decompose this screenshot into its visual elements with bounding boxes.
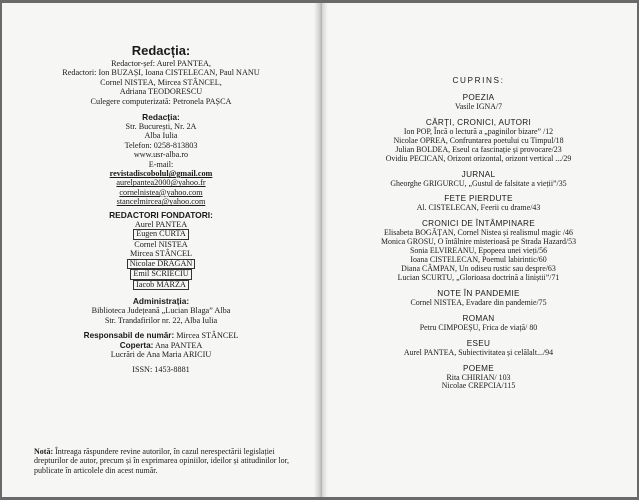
legal-note: Notă: Întreaga răspundere revine autorilor, în cazul nerespectării legislației drepturilor de autor, precum și în exprimarea opiniilor, ideilor și atitudinilor lor, publicate în articolele din acest număr. bbox=[34, 447, 289, 475]
right-page-contents bbox=[320, 3, 637, 497]
address-title: Redacția: bbox=[142, 112, 180, 123]
founder-name: Emil SCRIECIU bbox=[2, 269, 320, 280]
toc-entry: Diana CÂMPAN, Un odiseu rustic sau despre/63 bbox=[401, 263, 556, 273]
toc-entry: Nicolae OPREA, Confruntarea poetului cu Timpul/18 bbox=[393, 135, 564, 145]
toc-entry: Gheorghe GRIGURCU, „Gustul de falsitate a vieții”/35 bbox=[390, 178, 567, 188]
masthead-title: Redacția: bbox=[131, 43, 191, 58]
editorial-staff bbox=[2, 59, 320, 106]
toc-section bbox=[320, 93, 637, 112]
email-address: stancelmircea@yahoo.com bbox=[116, 197, 206, 207]
toc-section bbox=[320, 194, 637, 213]
website-line: www.usr-alba.ro bbox=[133, 150, 189, 160]
toc-section-heading: ROMAN bbox=[462, 313, 495, 323]
toc-entry: Sonia ELVIREANU, Epopeea unei vieți/56 bbox=[409, 246, 548, 256]
toc-entry: Lucian SCURTU, „Glorioasa doctrină a liniștii”/71 bbox=[397, 272, 560, 282]
toc-entry: Petru CIMPOEȘU, Frica de viață/ 80 bbox=[419, 322, 538, 332]
works-line: Lucrări de Ana Maria ARICIU bbox=[110, 349, 212, 359]
editor-line: Culegere computerizată: Petronela PAȘCA bbox=[90, 96, 232, 106]
founder-name: Cornel NISTEA bbox=[134, 239, 188, 249]
toc-entry: Julian BOLDEA, Eseul ca fascinație și provocare/23 bbox=[395, 144, 562, 154]
address-line: Alba Iulia bbox=[144, 131, 178, 141]
toc-section bbox=[320, 170, 637, 189]
address-block bbox=[2, 122, 320, 207]
editor-line: Adriana TEODORESCU bbox=[119, 87, 203, 97]
founders-title: REDACTORI FONDATORI: bbox=[109, 209, 213, 220]
toc-section-heading: CĂRȚI, CRONICI, AUTORI bbox=[425, 117, 532, 127]
founder-name: Mircea STÂNCEL bbox=[129, 249, 193, 259]
cover-line: Coperta: Ana PANTEA bbox=[119, 340, 203, 350]
editor-line: Redactori: Ion BUZAȘI, Ioana CISTELECAN, Paul NANU bbox=[62, 68, 260, 78]
contents-title: CUPRINS: bbox=[452, 76, 505, 85]
editor-line: Cornel NISTEA, Mircea STÂNCEL, bbox=[100, 77, 222, 87]
left-page-masthead bbox=[2, 3, 320, 497]
toc-entry: Monica GROSU, O întâlnire misterioasă pe Strada Hazard/53 bbox=[380, 237, 577, 247]
email-primary: revistadiscobolul@gmail.com bbox=[109, 169, 213, 179]
scanned-spread bbox=[2, 3, 637, 497]
toc-section bbox=[320, 118, 637, 164]
toc-entry: Rita CHIRIAN/ 103 bbox=[446, 372, 511, 382]
toc-entry: Cornel NISTEA, Evadare din pandemie/75 bbox=[410, 297, 547, 307]
toc-section bbox=[320, 314, 637, 333]
phone-line: Telefon: 0258-813803 bbox=[124, 140, 198, 150]
toc-section bbox=[320, 339, 637, 358]
issn: ISSN: 1453-8881 bbox=[132, 365, 190, 375]
founders-list bbox=[2, 220, 320, 291]
responsible-line: Responsabil de număr: Mircea STÂNCEL bbox=[83, 331, 239, 341]
toc-entry: Aurel PANTEA, Subiectivitatea și celălalt.../94 bbox=[403, 347, 554, 357]
email-label: E-mail: bbox=[148, 159, 174, 169]
toc-entry: Elisabeta BOGĂȚAN, Cornel Nistea și realismul magic /46 bbox=[384, 228, 573, 238]
toc-entry: Ovidiu PECICAN, Orizont orizontal, orizont vertical .../29 bbox=[385, 153, 572, 163]
toc-entry: Ion POP, Încă o lectură a „paginilor bizare” /12 bbox=[403, 126, 554, 136]
toc-section-heading: NOTE ÎN PANDEMIE bbox=[437, 288, 520, 298]
toc-section-heading: JURNAL bbox=[461, 169, 496, 179]
admin-title: Administrația: bbox=[132, 296, 190, 307]
toc-section-heading: CRONICI DE ÎNTÂMPINARE bbox=[421, 219, 536, 229]
toc-section bbox=[320, 219, 637, 282]
email-address: aurelpantea2000@yahoo.fr bbox=[116, 178, 206, 188]
toc-section-heading: POEZIA bbox=[462, 93, 495, 102]
founder-name: Eugen CURTA bbox=[2, 229, 320, 240]
admin-line: Str. Trandafirilor nr. 22, Alba Iulia bbox=[104, 315, 218, 325]
toc-entry: Vasile IGNA/7 bbox=[454, 102, 503, 111]
toc-section bbox=[320, 289, 637, 308]
toc-entry: Al. CISTELECAN, Feerii cu drame/43 bbox=[416, 203, 541, 213]
toc-section-heading: ESEU bbox=[466, 338, 491, 348]
address-line: Str. București, Nr. 2A bbox=[125, 122, 197, 132]
admin-line: Biblioteca Județeană „Lucian Blaga” Alba bbox=[91, 306, 231, 316]
founder-name: Iacob MÂRZA bbox=[2, 280, 320, 291]
founder-name: Aurel PANTEA bbox=[134, 219, 188, 229]
toc-section bbox=[320, 364, 637, 392]
toc-entry: Ioana CISTELECAN, Poemul labirintic/60 bbox=[410, 255, 547, 265]
toc-section-heading: POEME bbox=[462, 363, 495, 373]
editor-line: Redactor-șef: Aurel PANTEA, bbox=[111, 59, 211, 68]
toc-section-heading: FETE PIERDUTE bbox=[444, 194, 513, 204]
email-address: cornelnistea@yahoo.com bbox=[119, 187, 203, 197]
toc-entry: Nicolae CREPCIA/115 bbox=[441, 381, 516, 391]
founder-name: Nicolae DRĂGAN bbox=[2, 259, 320, 270]
